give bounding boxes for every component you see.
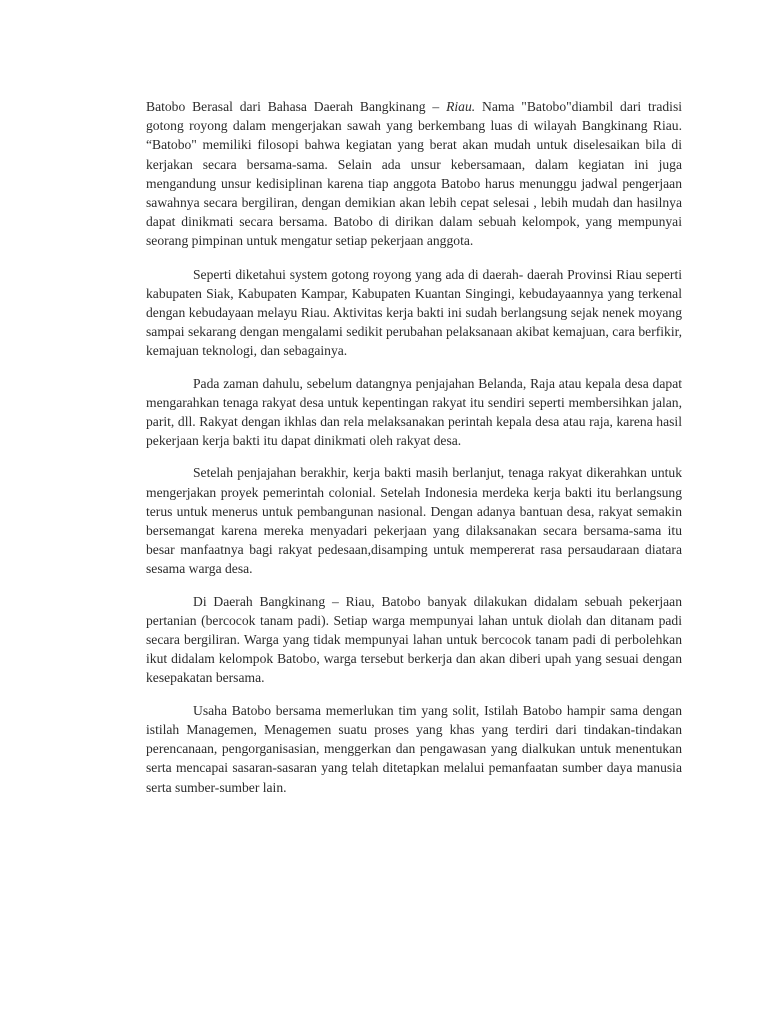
- document-body: [146, 97, 682, 810]
- paragraph-4: Setelah penjajahan berakhir, kerja bakti masih berlanjut, tenaga rakyat dikerahkan untuk mengerjakan proyek pemerintah colonial. Setelah Indonesia merdeka kerja bakti itu berlangsung terus untuk menerus untuk pembangunan nasional. Dengan adanya bantuan desa, rakyat semakin bersemangat karena mereka menyadari pekerjaan yang dilaksanakan secara bersama-sama itu besar manfaatnya bagi rakyat pedesaan,disamping untuk mempererat rasa persaudaraan diatara sesama warga desa.: [146, 465, 682, 577]
- paragraph-3: Pada zaman dahulu, sebelum datangnya penjajahan Belanda, Raja atau kepala desa dapat mengarahkan tenaga rakyat desa untuk kepentingan rakyat itu sendiri seperti membersihkan jalan, parit, dll. Rakyat dengan ikhlas dan rela melaksanakan perintah kepala desa atau raja, karena hasil pekerjaan kerja bakti itu dapat dinikmati oleh rakyat desa.: [146, 375, 682, 449]
- paragraph-2: Seperti diketahui system gotong royong yang ada di daerah- daerah Provinsi Riau seperti kabupaten Siak, Kabupaten Kampar, Kabupaten Kuantan Singingi, kebudayaannya yang terkenal dengan kebudayaan melayu Riau. Aktivitas kerja bakti ini sudah berlangsung sejak nenek moyang sampai sekarang dengan mengalami sedikit perubahan pelaksanaan akibat kemajuan, cara berfikir, kemajuan teknologi, dan sebagainya.: [146, 266, 682, 359]
- paragraph-1-text: Nama "Batobo"diambil dari tradisi gotong royong dalam mengerjakan sawah yang berkembang luas di wilayah Bangkinang Riau. “Batobo" memiliki filosopi bahwa kegiatan yang berat akan mudah untuk diselesaikan bila di kerjakan secara bersama-sama. Selain ada unsur kebersamaan, dalam kegiatan ini juga mengandung unsur kedisiplinan karena tiap anggota Batobo harus menunggu jadwal pengerjaan sawahnya secara bergiliran, dengan demikian akan lebih cepat selesai , lebih mudah dan hasilnya dapat dinikmati secara bersama. Batobo di dirikan dalam sebuah kelompok, yang mempunyai seorang pimpinan untuk mengatur setiap pekerjaan anggota.: [146, 99, 683, 249]
- paragraph-1: [146, 97, 682, 251]
- paragraph-1-lead: Batobo Berasal dari Bahasa Daerah Bangkinang –: [146, 99, 447, 114]
- paragraph-6: Usaha Batobo bersama memerlukan tim yang solit, Istilah Batobo hampir sama dengan istilah Managemen, Menagemen suatu proses yang khas yang terdiri dari tindakan-tindakan perencanaan, pengorganisasian, menggerkan dan pengawasan yang dialkukan untuk menentukan serta mencapai sasaran-sasaran yang telah ditetapkan melalui pemanfaatan sumber daya manusia serta sumber-sumber lain.: [146, 702, 682, 795]
- paragraph-1-lead-italic: Riau.: [446, 99, 476, 114]
- paragraph-5: Di Daerah Bangkinang – Riau, Batobo banyak dilakukan didalam sebuah pekerjaan pertanian (bercocok tanam padi). Setiap warga mempunyai lahan untuk diolah dan ditanam padi secara bergiliran. Warga yang tidak mempunyai lahan untuk bercocok tanam padi di perbolehkan ikut didalam kelompok Batobo, warga tersebut berkerja dan akan diberi upah yang sesuai dengan kesepakatan bersama.: [146, 593, 682, 686]
